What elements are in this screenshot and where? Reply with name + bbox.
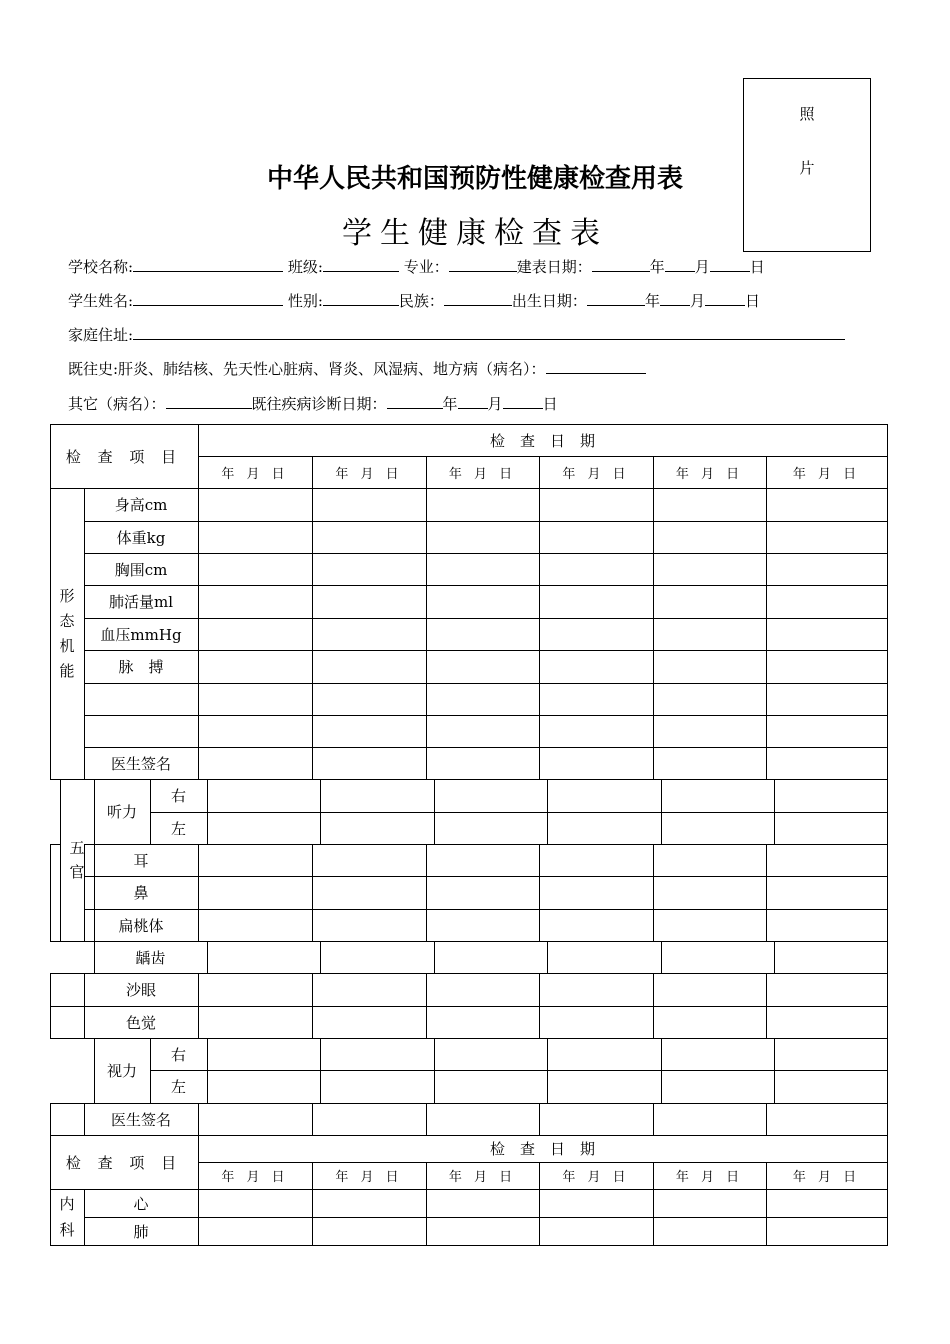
internal-group-label-text: 内科 xyxy=(59,1195,75,1239)
color_vision-side-cell xyxy=(50,1006,85,1039)
morphology-item-label xyxy=(84,715,198,747)
month-label: 月 xyxy=(487,395,503,413)
color-vision-date-cell-3[interactable] xyxy=(426,1006,540,1039)
morphology-row-3-date-cell-1[interactable] xyxy=(198,553,313,586)
caries-date-cell-3[interactable] xyxy=(434,941,548,974)
built-year-input[interactable] xyxy=(592,257,650,272)
vision-right-date-cell-4[interactable] xyxy=(547,1038,662,1071)
morphology-row-8-date-cell-6[interactable] xyxy=(766,715,888,748)
caries-date-cell-6[interactable] xyxy=(774,941,888,974)
lung-date-cell-5[interactable] xyxy=(653,1217,767,1246)
built-month-input[interactable] xyxy=(665,257,695,272)
day-label: 日 xyxy=(744,292,760,310)
vision-right-date-cell-3[interactable] xyxy=(434,1038,548,1071)
morphology-row-8-date-cell-2[interactable] xyxy=(312,715,427,748)
morphology-row-3-date-cell-2[interactable] xyxy=(312,553,427,586)
heart-date-cell-1[interactable] xyxy=(198,1189,313,1218)
vision-left-date-cell-1[interactable] xyxy=(207,1070,321,1104)
ethnic-input[interactable] xyxy=(444,291,512,306)
facial-outer-cell xyxy=(50,844,61,942)
morphology-row-4-date-cell-1[interactable] xyxy=(198,585,313,619)
nose-date-cell-5[interactable] xyxy=(653,876,767,910)
photo-label-1: 照 xyxy=(799,105,815,123)
built-date-label: 建表日期： xyxy=(516,258,592,276)
address-label: 家庭住址: xyxy=(68,326,134,344)
morphology-row-5-date-cell-1[interactable] xyxy=(198,618,313,651)
morphology-row-9-date-cell-2[interactable] xyxy=(312,747,427,780)
nose-date-cell-1[interactable] xyxy=(198,876,313,910)
birth-year-input[interactable] xyxy=(587,291,645,306)
header-item-label: 检 查 项 目 xyxy=(65,447,183,466)
morphology-row-5-date-cell-6[interactable] xyxy=(766,618,888,651)
hearing-right-date-cell-6[interactable] xyxy=(774,779,888,813)
school-label: 学校名称: xyxy=(68,258,134,276)
morphology-row-5-date-cell-3[interactable] xyxy=(426,618,540,651)
page-title: 中华人民共和国预防性健康检查用表 xyxy=(266,164,683,194)
morphology-row-7-date-cell-3[interactable] xyxy=(426,683,540,716)
year-label: 年 xyxy=(644,292,660,310)
tonsil-date-cell-3[interactable] xyxy=(426,909,540,942)
doctor-sign-2-date-cell-6[interactable] xyxy=(766,1103,888,1136)
morphology-row-6-date-cell-3[interactable] xyxy=(426,650,540,684)
year-label: 年 xyxy=(442,395,458,413)
hearing-label: 听力 xyxy=(106,803,137,821)
morphology-row-3-date-cell-5[interactable] xyxy=(653,553,767,586)
history-input[interactable] xyxy=(546,359,646,374)
hearing-left-date-cell-2[interactable] xyxy=(320,812,435,845)
morphology-row-2-date-cell-6[interactable] xyxy=(766,521,888,554)
color-vision-date-cell-1[interactable] xyxy=(198,1006,313,1039)
doctor-sign-2-date-cell-4[interactable] xyxy=(539,1103,654,1136)
year-label: 年 xyxy=(649,258,665,276)
hearing-right-date-cell-2[interactable] xyxy=(320,779,435,813)
morphology-row-2-date-cell-5[interactable] xyxy=(653,521,767,554)
history-line xyxy=(68,358,646,379)
other-line xyxy=(68,393,558,414)
vision-left-date-cell-3[interactable] xyxy=(434,1070,548,1104)
class-input[interactable] xyxy=(323,257,399,272)
month-label: 月 xyxy=(694,258,710,276)
internal-group-label xyxy=(50,1189,84,1245)
morphology-row-9-date-cell-6[interactable] xyxy=(766,747,888,780)
vision-right-label: 右 xyxy=(170,1045,186,1064)
ear-date-cell-1[interactable] xyxy=(198,844,313,877)
major-input[interactable] xyxy=(449,257,517,272)
gender-input[interactable] xyxy=(323,291,399,306)
header2-date-subcell-label: 年 月 日 xyxy=(448,1170,517,1185)
hearing-right-date-cell-1[interactable] xyxy=(207,779,321,813)
major-label: 专业： xyxy=(403,258,449,276)
class-label: 班级: xyxy=(287,258,323,276)
tonsil-date-cell-5[interactable] xyxy=(653,909,767,942)
morphology-item-label: 肺活量ml xyxy=(108,593,174,611)
vision-left-date-cell-2[interactable] xyxy=(320,1070,435,1104)
morphology-item-label xyxy=(84,683,198,715)
hearing-right-date-cell-5[interactable] xyxy=(661,779,775,813)
trachoma-side-cell xyxy=(50,973,85,1007)
morphology-row-1-date-cell-4[interactable] xyxy=(539,488,654,522)
doctor-sign-2-date-cell-3[interactable] xyxy=(426,1103,540,1136)
diagnosis-month-input[interactable] xyxy=(458,394,488,409)
morphology-row-3-date-cell-6[interactable] xyxy=(766,553,888,586)
trachoma-date-cell-5[interactable] xyxy=(653,973,767,1007)
morphology-row-4-date-cell-4[interactable] xyxy=(539,585,654,619)
nose-label: 鼻 xyxy=(133,884,149,902)
nose-date-cell-6[interactable] xyxy=(766,876,888,910)
doctor-sign-2-side-cell xyxy=(50,1103,85,1136)
address-input[interactable] xyxy=(133,325,845,340)
tonsil-date-cell-2[interactable] xyxy=(312,909,427,942)
hearing-left-date-cell-5[interactable] xyxy=(661,812,775,845)
morphology-row-1-date-cell-6[interactable] xyxy=(766,488,888,522)
caries-date-cell-4[interactable] xyxy=(547,941,662,974)
birth-month-input[interactable] xyxy=(660,291,690,306)
vision-right-date-cell-1[interactable] xyxy=(207,1038,321,1071)
morphology-row-5-date-cell-5[interactable] xyxy=(653,618,767,651)
heart-date-cell-3[interactable] xyxy=(426,1189,540,1218)
caries-date-cell-2[interactable] xyxy=(320,941,435,974)
hearing-left-date-cell-1[interactable] xyxy=(207,812,321,845)
lung-label: 肺 xyxy=(133,1222,149,1241)
heart-date-cell-6[interactable] xyxy=(766,1189,888,1218)
lung-date-cell-3[interactable] xyxy=(426,1217,540,1246)
hearing-left-date-cell-6[interactable] xyxy=(774,812,888,845)
month-label: 月 xyxy=(689,292,705,310)
header2-item-label: 检 查 项 目 xyxy=(65,1153,183,1172)
caries-label: 龋齿 xyxy=(135,948,166,967)
morphology-row-9-date-cell-3[interactable] xyxy=(426,747,540,780)
morphology-row-5-date-cell-2[interactable] xyxy=(312,618,427,651)
facial-group-label-text: 五官 xyxy=(69,839,85,881)
caries-date-cell-5[interactable] xyxy=(661,941,775,974)
morphology-row-6-date-cell-4[interactable] xyxy=(539,650,654,684)
morphology-row-8-date-cell-4[interactable] xyxy=(539,715,654,748)
morphology-item-label: 体重kg xyxy=(116,528,166,547)
ear-date-cell-4[interactable] xyxy=(539,844,654,877)
morphology-row-2-date-cell-3[interactable] xyxy=(426,521,540,554)
morphology-row-1-date-cell-1[interactable] xyxy=(198,488,313,522)
morphology-row-5-date-cell-4[interactable] xyxy=(539,618,654,651)
morphology-row-9-date-cell-4[interactable] xyxy=(539,747,654,780)
gender-label: 性别: xyxy=(287,292,323,310)
morphology-row-6-date-cell-5[interactable] xyxy=(653,650,767,684)
heart-date-cell-2[interactable] xyxy=(312,1189,427,1218)
school-info-line xyxy=(68,256,765,277)
doctor-sign-2-date-cell-1[interactable] xyxy=(198,1103,313,1136)
morphology-item-label: 血压mmHg xyxy=(100,625,182,644)
built-day-input[interactable] xyxy=(710,257,750,272)
header2-date-subcell-label: 年 月 日 xyxy=(675,1170,744,1185)
color-vision-date-cell-5[interactable] xyxy=(653,1006,767,1039)
student-info-line xyxy=(68,290,760,311)
morphology-row-6-date-cell-1[interactable] xyxy=(198,650,313,684)
other-input[interactable] xyxy=(166,394,252,409)
trachoma-date-cell-2[interactable] xyxy=(312,973,427,1007)
ear-date-cell-3[interactable] xyxy=(426,844,540,877)
hearing-left-date-cell-4[interactable] xyxy=(547,812,662,845)
diagnosis-date-label: 既往疾病诊断日期： xyxy=(251,395,387,413)
morphology-row-1-date-cell-2[interactable] xyxy=(312,488,427,522)
diagnosis-year-input[interactable] xyxy=(387,394,443,409)
morphology-row-4-date-cell-2[interactable] xyxy=(312,585,427,619)
morphology-row-4-date-cell-3[interactable] xyxy=(426,585,540,619)
ethnic-label: 民族： xyxy=(398,292,444,310)
address-line xyxy=(68,324,845,345)
morphology-row-3-date-cell-4[interactable] xyxy=(539,553,654,586)
vision-right-date-cell-2[interactable] xyxy=(320,1038,435,1071)
photo-label-2: 片 xyxy=(799,159,815,177)
tonsil-date-cell-4[interactable] xyxy=(539,909,654,942)
heart-date-cell-5[interactable] xyxy=(653,1189,767,1218)
nose-date-cell-2[interactable] xyxy=(312,876,427,910)
birth-day-input[interactable] xyxy=(705,291,745,306)
morphology-group-label xyxy=(50,488,84,779)
nose-date-cell-3[interactable] xyxy=(426,876,540,910)
hearing-right-date-cell-3[interactable] xyxy=(434,779,548,813)
other-label: 其它（病名）： xyxy=(68,395,166,413)
morphology-row-7-date-cell-4[interactable] xyxy=(539,683,654,716)
morphology-row-4-date-cell-6[interactable] xyxy=(766,585,888,619)
morphology-row-6-date-cell-6[interactable] xyxy=(766,650,888,684)
name-label: 学生姓名: xyxy=(68,292,134,310)
ear-date-cell-6[interactable] xyxy=(766,844,888,877)
morphology-row-8-date-cell-3[interactable] xyxy=(426,715,540,748)
morphology-row-2-date-cell-4[interactable] xyxy=(539,521,654,554)
heart-label: 心 xyxy=(133,1194,149,1213)
trachoma-date-cell-1[interactable] xyxy=(198,973,313,1007)
morphology-row-7-date-cell-1[interactable] xyxy=(198,683,313,716)
trachoma-label: 沙眼 xyxy=(125,981,156,999)
morphology-row-7-date-cell-2[interactable] xyxy=(312,683,427,716)
header-date-label: 检 查 日 期 xyxy=(489,431,595,450)
doctor-sign-2-label: 医生签名 xyxy=(110,1110,171,1129)
header-date-subcell-label: 年 月 日 xyxy=(562,466,630,482)
hearing-left-date-cell-3[interactable] xyxy=(434,812,548,845)
lung-date-cell-1[interactable] xyxy=(198,1217,313,1246)
trachoma-date-cell-4[interactable] xyxy=(539,973,654,1007)
ear-label: 耳 xyxy=(133,851,149,870)
header2-date-subcell-label: 年 月 日 xyxy=(792,1170,861,1185)
caries-date-cell-1[interactable] xyxy=(207,941,321,974)
vision-label: 视力 xyxy=(106,1062,137,1080)
morphology-row-7-date-cell-6[interactable] xyxy=(766,683,888,716)
header-date-subcell-label: 年 月 日 xyxy=(792,466,861,482)
vision-right-date-cell-5[interactable] xyxy=(661,1038,775,1071)
name-input[interactable] xyxy=(133,291,283,306)
morphology-row-9-date-cell-1[interactable] xyxy=(198,747,313,780)
morphology-row-8-date-cell-5[interactable] xyxy=(653,715,767,748)
morphology-row-3-date-cell-3[interactable] xyxy=(426,553,540,586)
color-vision-date-cell-6[interactable] xyxy=(766,1006,888,1039)
hearing-right-date-cell-4[interactable] xyxy=(547,779,662,813)
header-date-subcell-label: 年 月 日 xyxy=(221,466,289,482)
doctor-sign-label: 医生签名 xyxy=(110,754,171,773)
morphology-row-1-date-cell-5[interactable] xyxy=(653,488,767,522)
school-input[interactable] xyxy=(133,257,283,272)
tonsil-date-cell-6[interactable] xyxy=(766,909,888,942)
header-date-subcell-label: 年 月 日 xyxy=(335,466,403,482)
morphology-item-label: 身高cm xyxy=(114,496,168,514)
lung-date-cell-6[interactable] xyxy=(766,1217,888,1246)
heart-date-cell-4[interactable] xyxy=(539,1189,654,1218)
day-label: 日 xyxy=(749,258,765,276)
trachoma-date-cell-3[interactable] xyxy=(426,973,540,1007)
nose-date-cell-4[interactable] xyxy=(539,876,654,910)
ear-date-cell-2[interactable] xyxy=(312,844,427,877)
color-vision-date-cell-2[interactable] xyxy=(312,1006,427,1039)
morphology-item-label: 胸围cm xyxy=(114,560,168,579)
tonsil-date-cell-1[interactable] xyxy=(198,909,313,942)
morphology-row-1-date-cell-3[interactable] xyxy=(426,488,540,522)
history-label: 既往史:肝炎、肺结核、先天性心脏病、肾炎、风湿病、地方病（病名）： xyxy=(68,360,546,378)
hearing-left-label: 左 xyxy=(170,819,186,838)
morphology-row-6-date-cell-2[interactable] xyxy=(312,650,427,684)
color-vision-label: 色觉 xyxy=(125,1013,156,1032)
morphology-item-label: 脉 搏 xyxy=(118,658,164,676)
header2-date-subcell-label: 年 月 日 xyxy=(221,1170,289,1185)
ear-date-cell-5[interactable] xyxy=(653,844,767,877)
vision-left-date-cell-6[interactable] xyxy=(774,1070,888,1104)
header2-date-subcell-label: 年 月 日 xyxy=(562,1170,630,1185)
vision-right-date-cell-6[interactable] xyxy=(774,1038,888,1071)
header2-date-subcell-label: 年 月 日 xyxy=(335,1170,403,1185)
page-subtitle: 学生健康检查表 xyxy=(342,216,608,251)
lung-date-cell-4[interactable] xyxy=(539,1217,654,1246)
day-label: 日 xyxy=(542,395,558,413)
morphology-row-2-date-cell-2[interactable] xyxy=(312,521,427,554)
doctor-sign-2-date-cell-5[interactable] xyxy=(653,1103,767,1136)
header2-date-label: 检 查 日 期 xyxy=(489,1140,595,1158)
header-date-subcell-label: 年 月 日 xyxy=(448,466,517,482)
vision-left-date-cell-4[interactable] xyxy=(547,1070,662,1104)
morphology-row-4-date-cell-5[interactable] xyxy=(653,585,767,619)
trachoma-date-cell-6[interactable] xyxy=(766,973,888,1007)
morphology-row-2-date-cell-1[interactable] xyxy=(198,521,313,554)
diagnosis-day-input[interactable] xyxy=(503,394,543,409)
morphology-group-label-text: 形态机能 xyxy=(59,586,75,680)
birth-label: 出生日期： xyxy=(511,292,587,310)
vision-left-label: 左 xyxy=(170,1078,186,1096)
vision-left-date-cell-5[interactable] xyxy=(661,1070,775,1104)
morphology-row-8-date-cell-1[interactable] xyxy=(198,715,313,748)
doctor-sign-2-date-cell-2[interactable] xyxy=(312,1103,427,1136)
header-date-subcell-label: 年 月 日 xyxy=(675,466,744,482)
color-vision-date-cell-4[interactable] xyxy=(539,1006,654,1039)
morphology-row-7-date-cell-5[interactable] xyxy=(653,683,767,716)
hearing-right-label: 右 xyxy=(170,787,186,805)
lung-date-cell-2[interactable] xyxy=(312,1217,427,1246)
tonsil-label: 扁桃体 xyxy=(118,916,164,935)
morphology-row-9-date-cell-5[interactable] xyxy=(653,747,767,780)
